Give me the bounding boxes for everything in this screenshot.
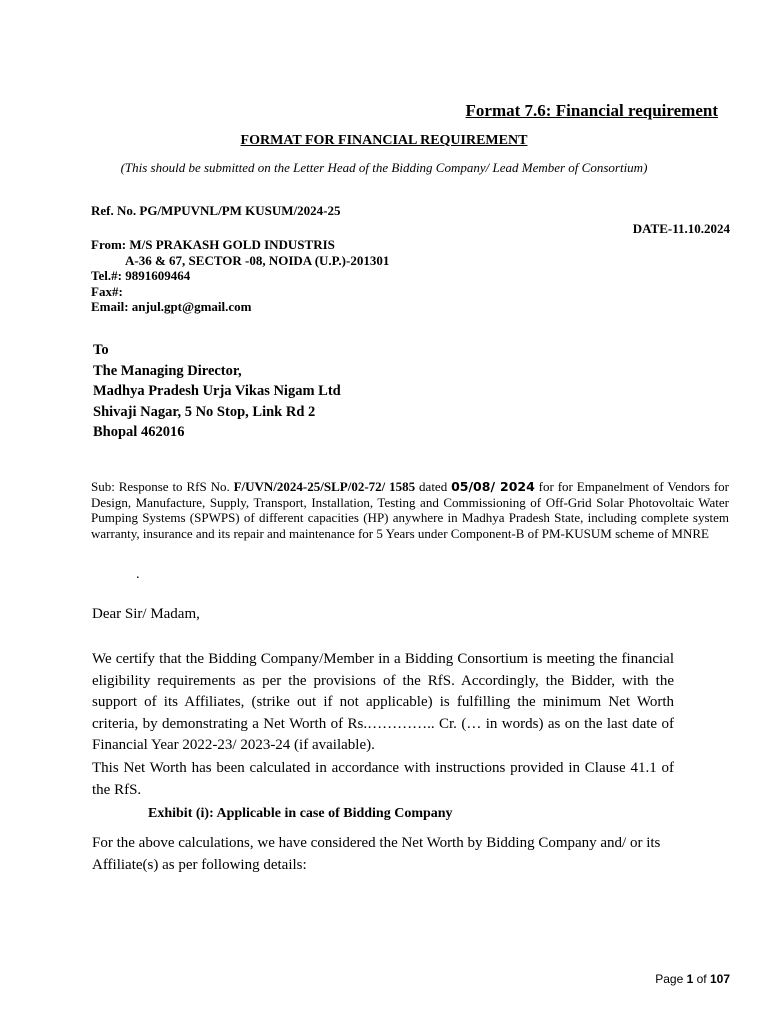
reference-value: PG/MPUVNL/PM KUSUM/2024-25: [139, 203, 341, 218]
sender-name: From: M/S PRAKASH GOLD INDUSTRIS: [91, 237, 335, 252]
sender-email: Email: anjul.gpt@gmail.com: [91, 299, 252, 314]
recipient-block: [93, 340, 341, 443]
letterhead-note: (This should be submitted on the Letter Head of the Bidding Company/ Lead Member of Consortium): [120, 160, 648, 175]
page-word: Page: [655, 972, 687, 986]
page-number-footer: [655, 972, 730, 986]
sender-block: [91, 237, 389, 315]
total-pages: 107: [709, 972, 730, 986]
format-heading: Format 7.6: Financial requirement: [465, 101, 718, 120]
current-page: 1: [686, 972, 694, 986]
recipient-address: Shivaji Nagar, 5 No Stop, Link Rd 2: [93, 403, 316, 420]
subject-dated-word: dated: [415, 479, 452, 494]
exhibit-heading: Exhibit (i): Applicable in case of Bidding Company: [148, 806, 453, 821]
recipient-title: The Managing Director,: [93, 362, 242, 379]
subject-lead: Sub: Response to RfS No.: [91, 479, 234, 494]
sender-telephone: Tel.#: 9891609464: [91, 268, 191, 283]
rfs-number: F/UVN/2024-25/SLP/02-72/ 1585: [233, 479, 416, 494]
sender-address: A-36 & 67, SECTOR -08, NOIDA (U.P.)-201301: [125, 252, 390, 268]
calculation-paragraph: For the above calculations, we have considered the Net Worth by Bidding Company and/ or its Affiliate(s) as per following details:: [92, 835, 661, 873]
certification-paragraph: We certify that the Bidding Company/Member in a Bidding Consortium is meeting the financial eligibility requirements as per the provisions of the RfS. Accordingly, the Bidder, with the support of its Affiliates, (strike out if not applicable) is fulfilling the minimum Net Worth criteria, by demonstrating a Net Worth of Rs.………….. Cr. (… in words) as on the last date of Financial Year 2022-23/ 2023-24 (if available).: [92, 651, 674, 753]
rfs-date: 05/08/ 2024: [451, 479, 535, 494]
salutation: Dear Sir/ Madam,: [92, 606, 200, 622]
recipient-organization: Madhya Pradesh Urja Vikas Nigam Ltd: [93, 383, 341, 399]
reference-label: Ref. No.: [91, 203, 140, 218]
subject-paragraph: [91, 479, 729, 541]
recipient-to: To: [93, 342, 109, 358]
document-title: FORMAT FOR FINANCIAL REQUIREMENT: [240, 133, 528, 148]
subject-body: for for Empanelment of Vendors for Design, Manufacture, Supply, Transport, Installation, Testing and Commissioning of Off-Grid Solar Photovoltaic Water Pumping Systems (SPWPS) of different capacities (HP) anywhere in Madhya Pradesh State, including complete system warranty, insurance and its repair and maintenance for 5 Years under Component-B of PM-KUSUM scheme of MNRE: [91, 479, 729, 541]
stray-dot: .: [136, 567, 140, 582]
letter-date: DATE-11.10.2024: [632, 221, 730, 236]
recipient-city: Bhopal 462016: [93, 424, 185, 440]
sender-fax: Fax#:: [91, 283, 123, 299]
of-word: of: [693, 972, 710, 986]
reference-number: [91, 203, 341, 219]
net-worth-paragraph: This Net Worth has been calculated in accordance with instructions provided in Clause 41.1 of the RfS.: [92, 760, 674, 798]
